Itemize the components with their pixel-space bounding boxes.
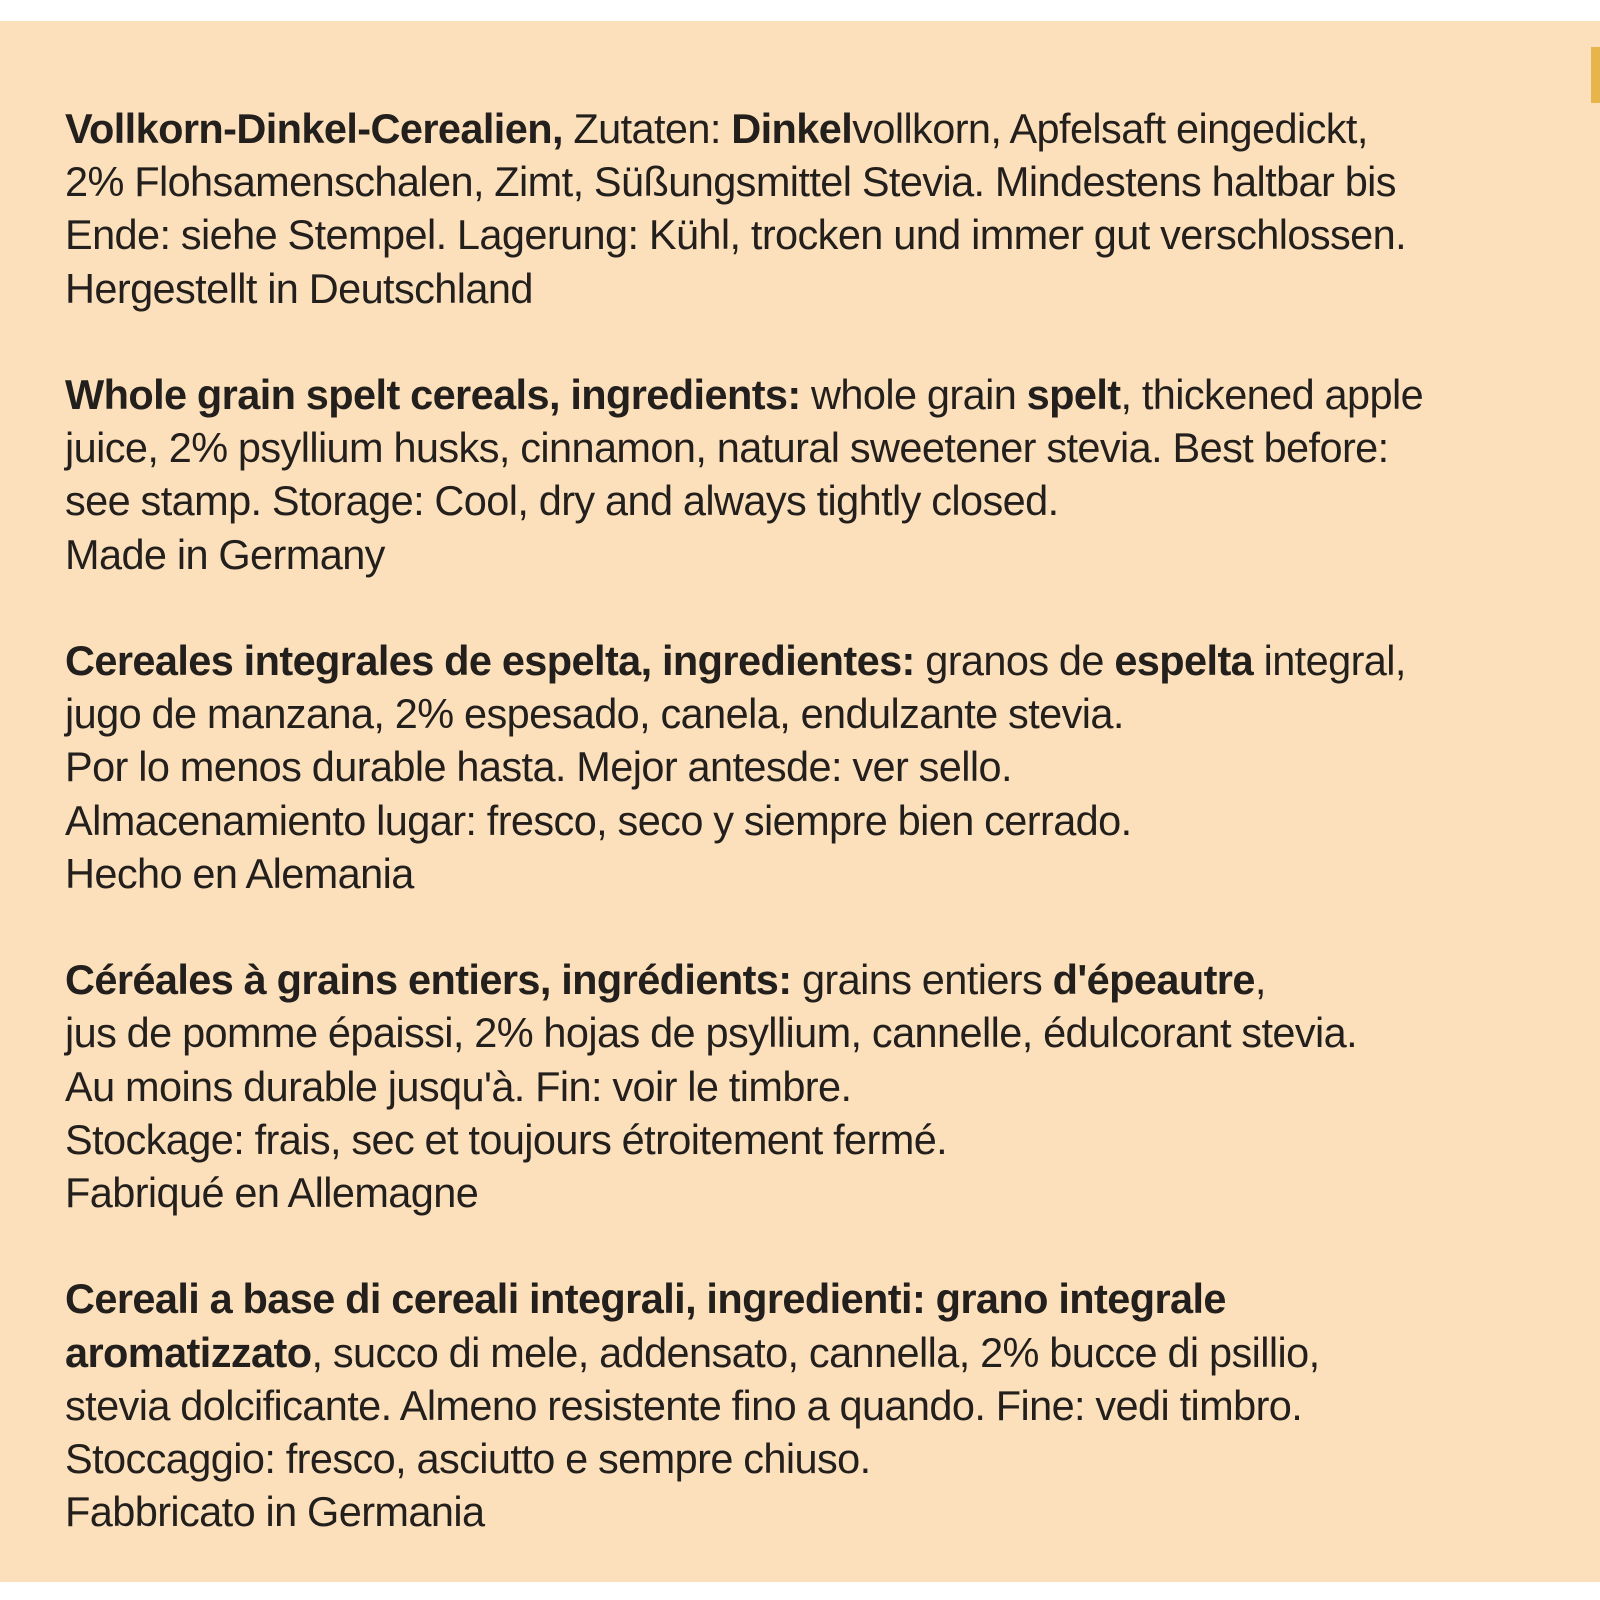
german-ingredients-label: Zutaten:: [562, 105, 732, 152]
spanish-line-3: Por lo menos durable hasta. Mejor antesde: ver sello.: [65, 743, 1012, 791]
spanish-ingredients-text-2: integral,: [1253, 637, 1406, 684]
french-allergen-epeautre: d'épeautre: [1052, 956, 1255, 1004]
english-allergen-spelt: spelt: [1026, 371, 1121, 418]
english-ingredients-text-2: , thickened apple: [1120, 371, 1424, 418]
section-spanish: [65, 634, 1585, 900]
german-line-3: Ende: siehe Stempel. Lagerung: Kühl, trocken und immer gut verschlossen.: [65, 211, 1407, 259]
english-product-name: Whole grain spelt cereals, ingredients:: [65, 371, 801, 418]
french-product-name: Céréales à grains entiers, ingrédients:: [65, 956, 792, 1004]
spanish-line-4: Almacenamiento lugar: fresco, seco y siempre bien cerrado.: [65, 796, 1132, 844]
english-ingredients-text: whole grain: [800, 371, 1027, 418]
german-line-4: Hergestellt in Deutschland: [65, 264, 533, 312]
spanish-allergen-espelta: espelta: [1114, 637, 1254, 684]
section-german: [65, 102, 1585, 315]
french-line-5: Fabriqué en Allemagne: [65, 1169, 479, 1217]
french-ingredients-text-2: ,: [1254, 956, 1266, 1004]
english-line-3: see stamp. Storage: Cool, dry and always tightly closed.: [65, 477, 1059, 525]
italian-line-4: Stoccaggio: fresco, asciutto e sempre chiuso.: [65, 1435, 871, 1483]
french-line-4: Stockage: frais, sec et toujours étroitement fermé.: [65, 1115, 948, 1163]
italian-product-name: Cereali a base di cereali integrali, ingredienti: grano integrale: [65, 1275, 1226, 1323]
german-ingredients-text: vollkorn, Apfelsaft eingedickt,: [852, 105, 1368, 152]
english-line-1: [65, 368, 1585, 421]
italian-line-1: [65, 1272, 1585, 1325]
german-line-2: 2% Flohsamenschalen, Zimt, Süßungsmittel Stevia. Mindestens haltbar bis: [65, 158, 1396, 206]
german-allergen-dinkel: Dinkel: [731, 105, 853, 152]
section-italian: [65, 1272, 1585, 1538]
ingredient-text-block: [65, 102, 1585, 1592]
german-line-1: [65, 102, 1585, 155]
spanish-line-1: [65, 634, 1585, 687]
spanish-line-2: jugo de manzana, 2% espesado, canela, endulzante stevia.: [65, 690, 1124, 738]
italian-allergen-aromatizzato: aromatizzato: [65, 1328, 312, 1376]
edge-stripe: [1591, 47, 1600, 103]
italian-ingredients-text: , succo di mele, addensato, cannella, 2% bucce di psillio,: [311, 1328, 1320, 1376]
english-line-4: Made in Germany: [65, 530, 385, 578]
french-line-1: [65, 953, 1585, 1006]
italian-line-2: [65, 1326, 1585, 1379]
italian-line-3: stevia dolcificante. Almeno resistente fino a quando. Fine: vedi timbro.: [65, 1381, 1303, 1429]
german-product-name: Vollkorn-Dinkel-Cerealien,: [65, 105, 563, 152]
english-line-2: juice, 2% psyllium husks, cinnamon, natural sweetener stevia. Best before:: [65, 424, 1389, 472]
french-ingredients-text: grains entiers: [791, 956, 1053, 1004]
spanish-ingredients-text: granos de: [914, 637, 1115, 684]
french-line-2: jus de pomme épaissi, 2% hojas de psyllium, cannelle, édulcorant stevia.: [65, 1009, 1358, 1057]
section-french: [65, 953, 1585, 1219]
spanish-product-name: Cereales integrales de espelta, ingredientes:: [65, 637, 915, 684]
french-line-3: Au moins durable jusqu'à. Fin: voir le timbre.: [65, 1062, 852, 1110]
section-english: [65, 368, 1585, 581]
spanish-line-5: Hecho en Alemania: [65, 849, 414, 897]
italian-line-5: Fabbricato in Germania: [65, 1488, 485, 1536]
ingredient-label-panel: [0, 21, 1600, 1582]
